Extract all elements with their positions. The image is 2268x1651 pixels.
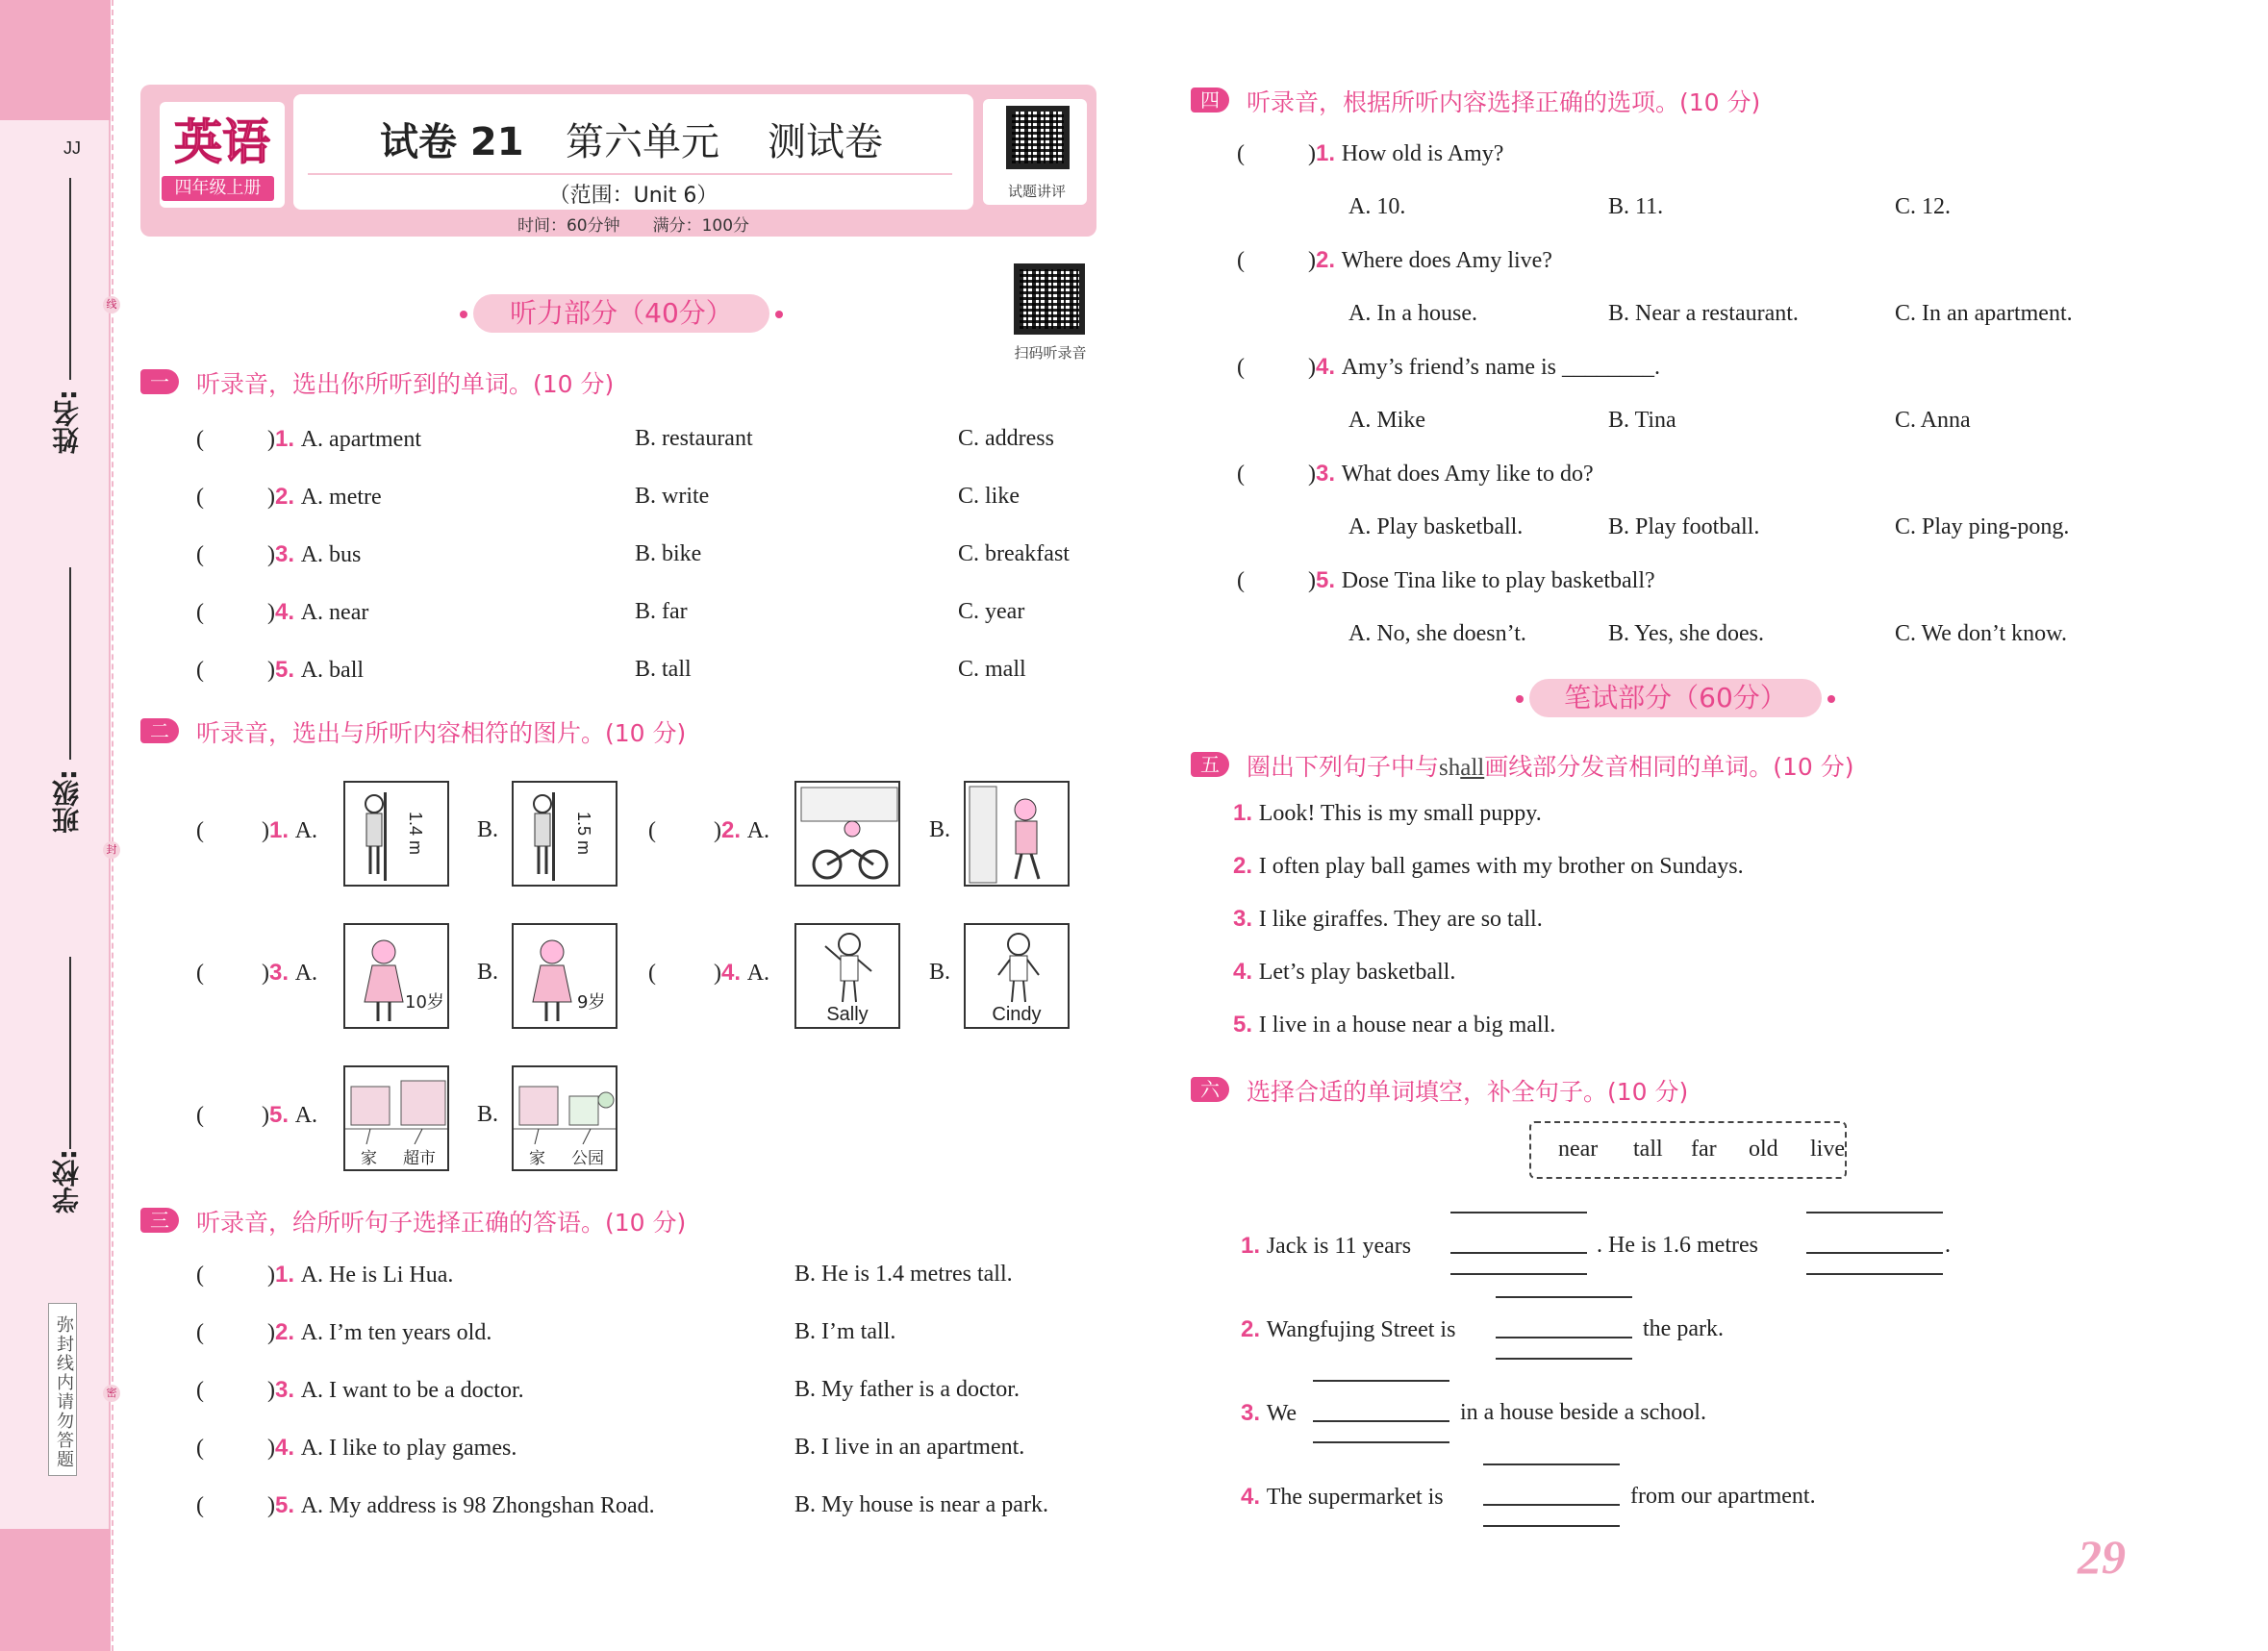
q1-option-b: B. restaurant <box>635 426 753 451</box>
q1-option-c: C. mall <box>958 657 1026 682</box>
q5-sentence: 1. Look! This is my small puppy. <box>1233 800 1542 826</box>
q3-item[interactable]: ( )2. A. I’m ten years old. <box>196 1319 492 1345</box>
q2-2-pic-b[interactable] <box>964 781 1070 887</box>
q3-item[interactable]: ( )4. A. I like to play games. <box>196 1435 517 1461</box>
q2-3-a-age: 10岁 <box>405 992 444 1013</box>
boy-height-icon <box>345 783 449 887</box>
q6-1-line-bottom <box>1450 1273 1587 1275</box>
q6-sentence-4-start: 4. The supermarket is <box>1241 1484 1444 1510</box>
q4-number: 四 <box>1191 88 1229 113</box>
q6-2-blank[interactable] <box>1496 1337 1632 1338</box>
q1-option-b: B. bike <box>635 541 702 566</box>
q6-1-line-bottom-b <box>1806 1273 1943 1275</box>
word-bank-1: near <box>1558 1137 1599 1162</box>
q4-option-b: B. 11. <box>1608 194 1664 219</box>
q6-sentence-1-mid: . He is 1.6 metres <box>1597 1233 1758 1258</box>
q4-option-c: C. 12. <box>1895 194 1952 219</box>
q2-4-pic-b[interactable] <box>964 923 1070 1029</box>
q1-title: 听录音，选出你所听到的单词。(10 分) <box>196 370 615 398</box>
q2-5-pic-a[interactable] <box>343 1065 449 1171</box>
paper-range: （范围：Unit 6） <box>548 184 718 208</box>
q6-sentence-3-start: 3. We <box>1241 1400 1298 1426</box>
q6-sentence-1-end: . <box>1945 1233 1951 1258</box>
q2-item-2-paren[interactable]: ( )2. A. <box>648 817 770 843</box>
q4-option-b: B. Tina <box>1608 408 1676 433</box>
page-number: 29 <box>2078 1530 2126 1584</box>
q2-title: 听录音，选出与所听内容相符的图片。(10 分) <box>196 719 687 747</box>
class-label: 班级: <box>51 769 83 835</box>
q2-3-pic-a[interactable] <box>343 923 449 1029</box>
girl-walking-icon <box>966 783 1070 887</box>
q1-item[interactable]: ( )2. A. metre <box>196 484 382 510</box>
q3-option-b: B. I live in an apartment. <box>794 1435 1025 1460</box>
q4-option-b: B. Yes, she does. <box>1608 621 1765 646</box>
q6-1-line-top-b <box>1806 1212 1943 1213</box>
seal-dot-line: 线 <box>103 296 120 313</box>
name-field-line[interactable] <box>69 178 71 380</box>
town-map-icon <box>514 1067 617 1144</box>
q2-5-b-park: 公园 <box>571 1149 604 1168</box>
q4-option-a: A. No, she doesn’t. <box>1348 621 1526 646</box>
review-qr-caption: 试题讲评 <box>1007 183 1066 200</box>
word-bank-5: live <box>1810 1137 1845 1162</box>
q2-1-pic-b[interactable] <box>512 781 617 887</box>
seal-dot-secret: 密 <box>103 1385 120 1402</box>
q4-question[interactable]: ( )1. How old is Amy? <box>1237 140 1504 166</box>
seal-dashed-line <box>112 0 113 1651</box>
q5-title: 圈出下列句子中与shall画线部分发音相同的单词。(10 分) <box>1247 753 1854 781</box>
q1-option-c: C. year <box>958 599 1025 624</box>
q2-4-b-name: Cindy <box>992 1004 1042 1025</box>
boy-height-icon <box>514 783 617 887</box>
q2-1-a-height: 1.4 m <box>406 812 425 856</box>
audio-qr-caption: 扫码听录音 <box>1014 344 1087 362</box>
q4-option-a: A. 10. <box>1348 194 1406 219</box>
q2-4-b-label: B. <box>929 960 951 985</box>
q6-2-line-bottom <box>1496 1358 1632 1360</box>
q6-2-line-top <box>1496 1296 1632 1298</box>
q2-item-4-paren[interactable]: ( )4. A. <box>648 960 770 986</box>
q2-1-b-label: B. <box>477 817 499 842</box>
q1-item[interactable]: ( )4. A. near <box>196 599 369 625</box>
q2-item-3-paren[interactable]: ( )3. A. <box>196 960 318 986</box>
q3-number: 三 <box>140 1208 179 1233</box>
q6-number: 六 <box>1191 1077 1229 1102</box>
subject-brand: 英语 <box>174 114 270 170</box>
q1-item[interactable]: ( )1. A. apartment <box>196 426 421 452</box>
q2-1-pic-a[interactable] <box>343 781 449 887</box>
q2-1-b-height: 1.5 m <box>574 812 593 856</box>
q3-option-b: B. My father is a doctor. <box>794 1377 1020 1402</box>
q6-1-line-top <box>1450 1212 1587 1213</box>
q4-option-b: B. Near a restaurant. <box>1608 301 1799 326</box>
q4-title: 听录音，根据所听内容选择正确的选项。(10 分) <box>1247 88 1761 116</box>
word-bank-3: far <box>1691 1137 1717 1162</box>
q3-option-b: B. My house is near a park. <box>794 1492 1048 1517</box>
q1-item[interactable]: ( )3. A. bus <box>196 541 362 567</box>
q4-question[interactable]: ( )5. Dose Tina like to play basketball? <box>1237 567 1655 593</box>
school-label: 学校: <box>51 1149 83 1214</box>
q3-item[interactable]: ( )3. A. I want to be a doctor. <box>196 1377 524 1403</box>
q6-sentence-2-start: 2. Wangfujing Street is <box>1241 1316 1456 1342</box>
grade-tag: 四年级上册 <box>162 176 274 201</box>
q3-option-b: B. He is 1.4 metres tall. <box>794 1262 1013 1287</box>
q6-3-blank[interactable] <box>1313 1420 1449 1422</box>
q6-4-blank[interactable] <box>1483 1504 1620 1506</box>
q4-option-b: B. Play football. <box>1608 514 1760 539</box>
q5-sentence: 3. I like giraffes. They are so tall. <box>1233 906 1543 932</box>
q6-3-line-top <box>1313 1380 1449 1382</box>
margin-top-block <box>0 0 111 120</box>
q6-1-blank-a[interactable] <box>1450 1252 1587 1254</box>
q4-question[interactable]: ( )3. What does Amy like to do? <box>1237 461 1594 487</box>
q2-3-b-age: 9岁 <box>577 992 606 1013</box>
q4-question[interactable]: ( )4. Amy’s friend’s name is ________. <box>1237 354 1661 380</box>
q6-sentence-1-start: 1. Jack is 11 years <box>1241 1233 1412 1259</box>
edition-code: JJ <box>63 138 81 158</box>
q1-option-c: C. like <box>958 484 1020 509</box>
writing-banner: 笔试部分（60分） <box>1529 679 1822 717</box>
q5-sentence: 2. I often play ball games with my brother on Sundays. <box>1233 853 1744 879</box>
q4-option-c: C. Anna <box>1895 408 1971 433</box>
q2-number: 二 <box>140 718 179 743</box>
q5-number: 五 <box>1191 752 1229 777</box>
q6-1-blank-b[interactable] <box>1806 1252 1943 1254</box>
q2-4-a-name: Sally <box>826 1004 869 1025</box>
q6-3-line-bottom <box>1313 1441 1449 1443</box>
q3-option-b: B. I’m tall. <box>794 1319 896 1344</box>
q1-item[interactable]: ( )5. A. ball <box>196 657 365 683</box>
q2-2-b-label: B. <box>929 817 951 842</box>
review-qr-icon[interactable] <box>1006 106 1070 169</box>
q4-option-a: A. Play basketball. <box>1348 514 1524 539</box>
word-bank-2: tall <box>1633 1137 1663 1162</box>
paper-meta: 时间：60分钟 满分：100分 <box>517 216 750 236</box>
q3-item[interactable]: ( )5. A. My address is 98 Zhongshan Road. <box>196 1492 655 1518</box>
girl-cycling-icon <box>796 783 900 887</box>
q2-4-pic-a[interactable] <box>794 923 900 1029</box>
name-label: 姓名: <box>51 389 83 455</box>
audio-qr-icon[interactable] <box>1014 263 1085 335</box>
q1-number: 一 <box>140 369 179 394</box>
q1-option-c: C. address <box>958 426 1054 451</box>
q6-4-line-bottom <box>1483 1525 1620 1527</box>
q1-option-b: B. far <box>635 599 688 624</box>
q4-option-a: A. In a house. <box>1348 301 1477 326</box>
q2-3-b-label: B. <box>477 960 499 985</box>
seal-notice: 弥封线内请勿答题 <box>48 1303 77 1476</box>
seal-dot-seal: 封 <box>103 841 120 859</box>
q6-sentence-4-end: from our apartment. <box>1630 1484 1816 1509</box>
q2-item-5-paren[interactable]: ( )5. A. <box>196 1102 318 1128</box>
paper-kind: 测试卷 <box>768 120 883 164</box>
q2-2-pic-a[interactable] <box>794 781 900 887</box>
q6-4-line-top <box>1483 1463 1620 1465</box>
q4-option-c: C. We don’t know. <box>1895 621 2067 646</box>
paper-number: 试卷 21 <box>380 120 524 164</box>
q6-sentence-3-end: in a house beside a school. <box>1460 1400 1706 1425</box>
listening-banner: 听力部分（40分） <box>473 294 769 333</box>
q3-item[interactable]: ( )1. A. He is Li Hua. <box>196 1262 454 1288</box>
q2-5-b-home: 家 <box>529 1149 545 1168</box>
q4-option-c: C. In an apartment. <box>1895 301 2073 326</box>
q2-5-a-supermarket: 超市 <box>403 1149 436 1168</box>
q5-sentence: 4. Let’s play basketball. <box>1233 959 1456 985</box>
school-field-line[interactable] <box>69 957 71 1149</box>
q6-title: 选择合适的单词填空，补全句子。(10 分) <box>1247 1078 1689 1106</box>
q1-option-b: B. write <box>635 484 710 509</box>
word-bank-4: old <box>1749 1137 1778 1162</box>
title-divider <box>308 173 952 175</box>
q1-option-b: B. tall <box>635 657 692 682</box>
q2-3-pic-b[interactable] <box>512 923 617 1029</box>
q2-5-pic-b[interactable] <box>512 1065 617 1171</box>
q2-5-b-label: B. <box>477 1102 499 1127</box>
class-field-line[interactable] <box>69 567 71 760</box>
margin-bottom-block <box>0 1529 111 1651</box>
unit-title: 第六单元 <box>566 120 719 164</box>
q6-sentence-2-end: the park. <box>1643 1316 1724 1341</box>
q3-title: 听录音，给所听句子选择正确的答语。(10 分) <box>196 1209 687 1237</box>
q4-question[interactable]: ( )2. Where does Amy live? <box>1237 247 1552 273</box>
girl-waving-icon <box>796 925 900 1007</box>
girl-standing-icon <box>966 925 1070 1007</box>
q4-option-a: A. Mike <box>1348 408 1425 433</box>
q1-option-c: C. breakfast <box>958 541 1070 566</box>
q2-item-1-paren[interactable]: ( )1. A. <box>196 817 318 843</box>
q4-option-c: C. Play ping-pong. <box>1895 514 2070 539</box>
town-map-icon <box>345 1067 449 1144</box>
q2-5-a-home: 家 <box>361 1149 377 1168</box>
q5-sentence: 5. I live in a house near a big mall. <box>1233 1012 1556 1038</box>
